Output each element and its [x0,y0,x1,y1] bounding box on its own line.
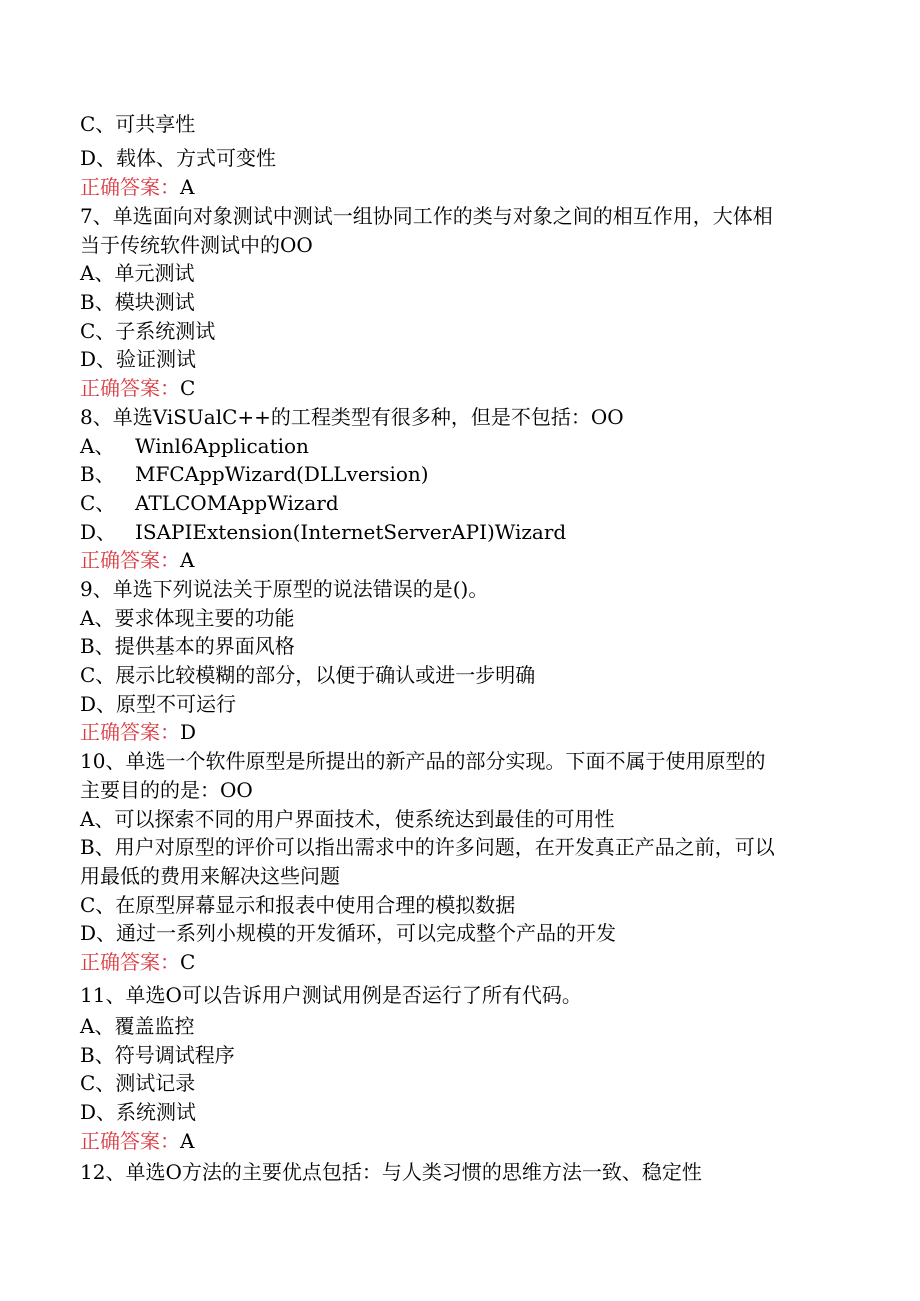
q7-option-b: B、模块测试 [80,290,195,314]
q7-option-c: C、子系统测试 [80,319,216,343]
q8-option-c [80,491,339,515]
answer-label: 正确答案： [80,720,180,744]
q8-option-d [80,520,566,544]
answer-label: 正确答案： [80,950,180,974]
q8-stem: 8、单选ViSUalC++的工程类型有很多种，但是不包括：OO [80,405,624,429]
answer-value: C [180,376,196,400]
option-text: MFCAppWizard(DLLversion) [135,462,429,486]
q11-option-c: C、测试记录 [80,1071,196,1095]
option-letter: C、 [80,491,116,515]
q10-option-d: D、通过一系列小规模的开发循环，可以完成整个产品的开发 [80,921,617,945]
q10-stem-line-1: 10、单选一个软件原型是所提出的新产品的部分实现。下面不属于使用原型的 [80,749,766,773]
q9-option-d: D、原型不可运行 [80,692,237,716]
q8-answer [80,548,194,572]
q9-option-a: A、要求体现主要的功能 [80,606,295,630]
q12-stem: 12、单选O方法的主要优点包括：与人类习惯的思维方法一致、稳定性 [80,1160,702,1184]
option-text: ISAPIExtension(InternetServerAPI)Wizard [135,520,567,544]
q7-stem-line-2: 当于传统软件测试中的OO [80,233,313,257]
q11-option-d: D、系统测试 [80,1100,197,1124]
q7-option-d: D、验证测试 [80,347,197,371]
q11-option-a: A、覆盖监控 [80,1014,195,1038]
q9-option-c: C、展示比较模糊的部分，以便于确认或进一步明确 [80,663,536,687]
q9-option-b: B、提供基本的界面风格 [80,634,295,658]
answer-label: 正确答案： [80,376,180,400]
option-letter: B、 [80,462,115,486]
q7-option-a: A、单元测试 [80,261,195,285]
answer-value: A [180,175,195,199]
q7-answer [80,376,195,400]
answer-value: C [180,950,196,974]
q11-stem: 11、单选O可以告诉用户测试用例是否运行了所有代码。 [80,983,582,1007]
q11-option-b: B、符号调试程序 [80,1043,235,1067]
q8-option-a [80,434,309,458]
q8-option-b [80,462,429,486]
answer-label: 正确答案： [80,1129,180,1153]
option-text: ATLCOMAppWizard [135,491,339,515]
q10-option-b-line-2: 用最低的费用来解决这些问题 [80,864,340,888]
answer-value: A [180,1129,195,1153]
q6-option-d: D、载体、方式可变性 [80,146,277,170]
option-letter: D、 [80,520,117,544]
q7-stem-line-1: 7、单选面向对象测试中测试一组协同工作的类与对象之间的相互作用，大体相 [80,204,773,228]
answer-value: A [180,548,195,572]
q10-option-c: C、在原型屏幕显示和报表中使用合理的模拟数据 [80,893,516,917]
option-letter: A、 [80,434,115,458]
q10-stem-line-2: 主要目的的是：OO [80,778,253,802]
q10-answer [80,950,195,974]
q6-option-c: C、可共享性 [80,112,196,136]
q11-answer [80,1129,194,1153]
q10-option-a: A、可以探索不同的用户界面技术，使系统达到最佳的可用性 [80,807,615,831]
q9-answer [80,720,196,744]
q6-answer [80,175,194,199]
answer-label: 正确答案： [80,175,180,199]
answer-value: D [180,720,197,744]
q9-stem: 9、单选下列说法关于原型的说法错误的是()。 [80,577,489,601]
option-text: Winl6Application [135,434,309,458]
q10-option-b-line-1: B、用户对原型的评价可以指出需求中的许多问题，在开发真正产品之前，可以 [80,835,775,859]
answer-label: 正确答案： [80,548,180,572]
